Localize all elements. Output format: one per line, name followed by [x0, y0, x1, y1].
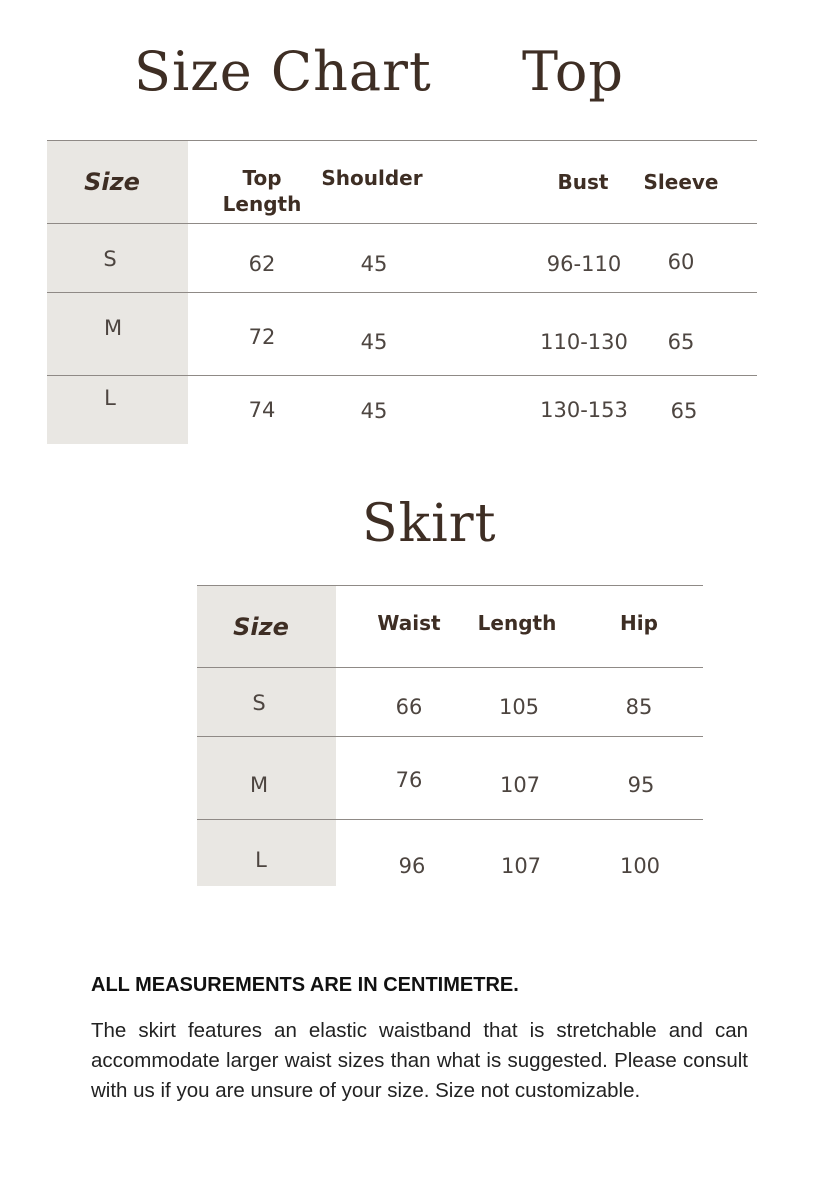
skirt-table-divider [197, 585, 703, 586]
top-row-top-length: 62 [248, 252, 276, 276]
skirt-table-divider [197, 736, 703, 737]
top-header-sleeve: Sleeve [643, 170, 719, 194]
top-header-top-length-line1: Top [242, 166, 282, 190]
top-table-divider [47, 223, 757, 224]
top-table-divider [47, 292, 757, 293]
top-header-size: Size [84, 168, 140, 196]
skirt-row-waist: 96 [398, 854, 426, 878]
top-row-top-length: 74 [248, 398, 276, 422]
top-row-bust: 130-153 [540, 398, 628, 422]
skirt-row-length: 107 [499, 773, 541, 797]
skirt-header-waist: Waist [377, 611, 441, 635]
page-title: Size Chart [134, 40, 432, 103]
waistband-note: The skirt features an elastic waistband that is stretchable and can accommodate larger waist sizes than what is suggested. Please consult with us if you are unsure of your size. Size not customizable. [91, 1019, 748, 1102]
top-row-size: L [104, 386, 116, 410]
top-table-divider [47, 140, 757, 141]
top-header-bust: Bust [557, 170, 609, 194]
top-row-shoulder: 45 [360, 252, 388, 276]
top-row-bust: 110-130 [540, 330, 628, 354]
skirt-row-length: 105 [498, 695, 540, 719]
skirt-row-hip: 100 [619, 854, 661, 878]
skirt-row-size: M [249, 773, 269, 797]
skirt-header-length: Length [477, 611, 557, 635]
top-section-title: Top [522, 40, 624, 103]
measurement-unit-note: ALL MEASUREMENTS ARE IN CENTIMETRE. [91, 974, 519, 996]
skirt-row-size: L [255, 848, 267, 872]
top-header-shoulder: Shoulder [321, 166, 423, 190]
skirt-header-hip: Hip [620, 611, 658, 635]
skirt-row-size: S [252, 691, 266, 715]
top-row-shoulder: 45 [360, 399, 388, 423]
skirt-table-divider [197, 667, 703, 668]
top-row-shoulder: 45 [360, 330, 388, 354]
top-row-size: M [103, 316, 123, 340]
top-row-sleeve: 60 [667, 250, 695, 274]
top-header-top-length-line2: Length [222, 192, 302, 216]
skirt-row-waist: 76 [395, 768, 423, 792]
top-row-size: S [103, 247, 117, 271]
top-row-sleeve: 65 [670, 399, 698, 423]
skirt-table-divider [197, 819, 703, 820]
top-table-divider [47, 375, 757, 376]
top-header-top-length [223, 165, 302, 217]
skirt-section-title: Skirt [362, 494, 497, 554]
skirt-row-hip: 85 [625, 695, 653, 719]
top-row-sleeve: 65 [667, 330, 695, 354]
top-row-bust: 96-110 [546, 252, 622, 276]
top-row-top-length: 72 [248, 325, 276, 349]
skirt-row-hip: 95 [627, 773, 655, 797]
skirt-row-length: 107 [500, 854, 542, 878]
skirt-row-waist: 66 [395, 695, 423, 719]
skirt-header-size: Size [233, 613, 289, 641]
